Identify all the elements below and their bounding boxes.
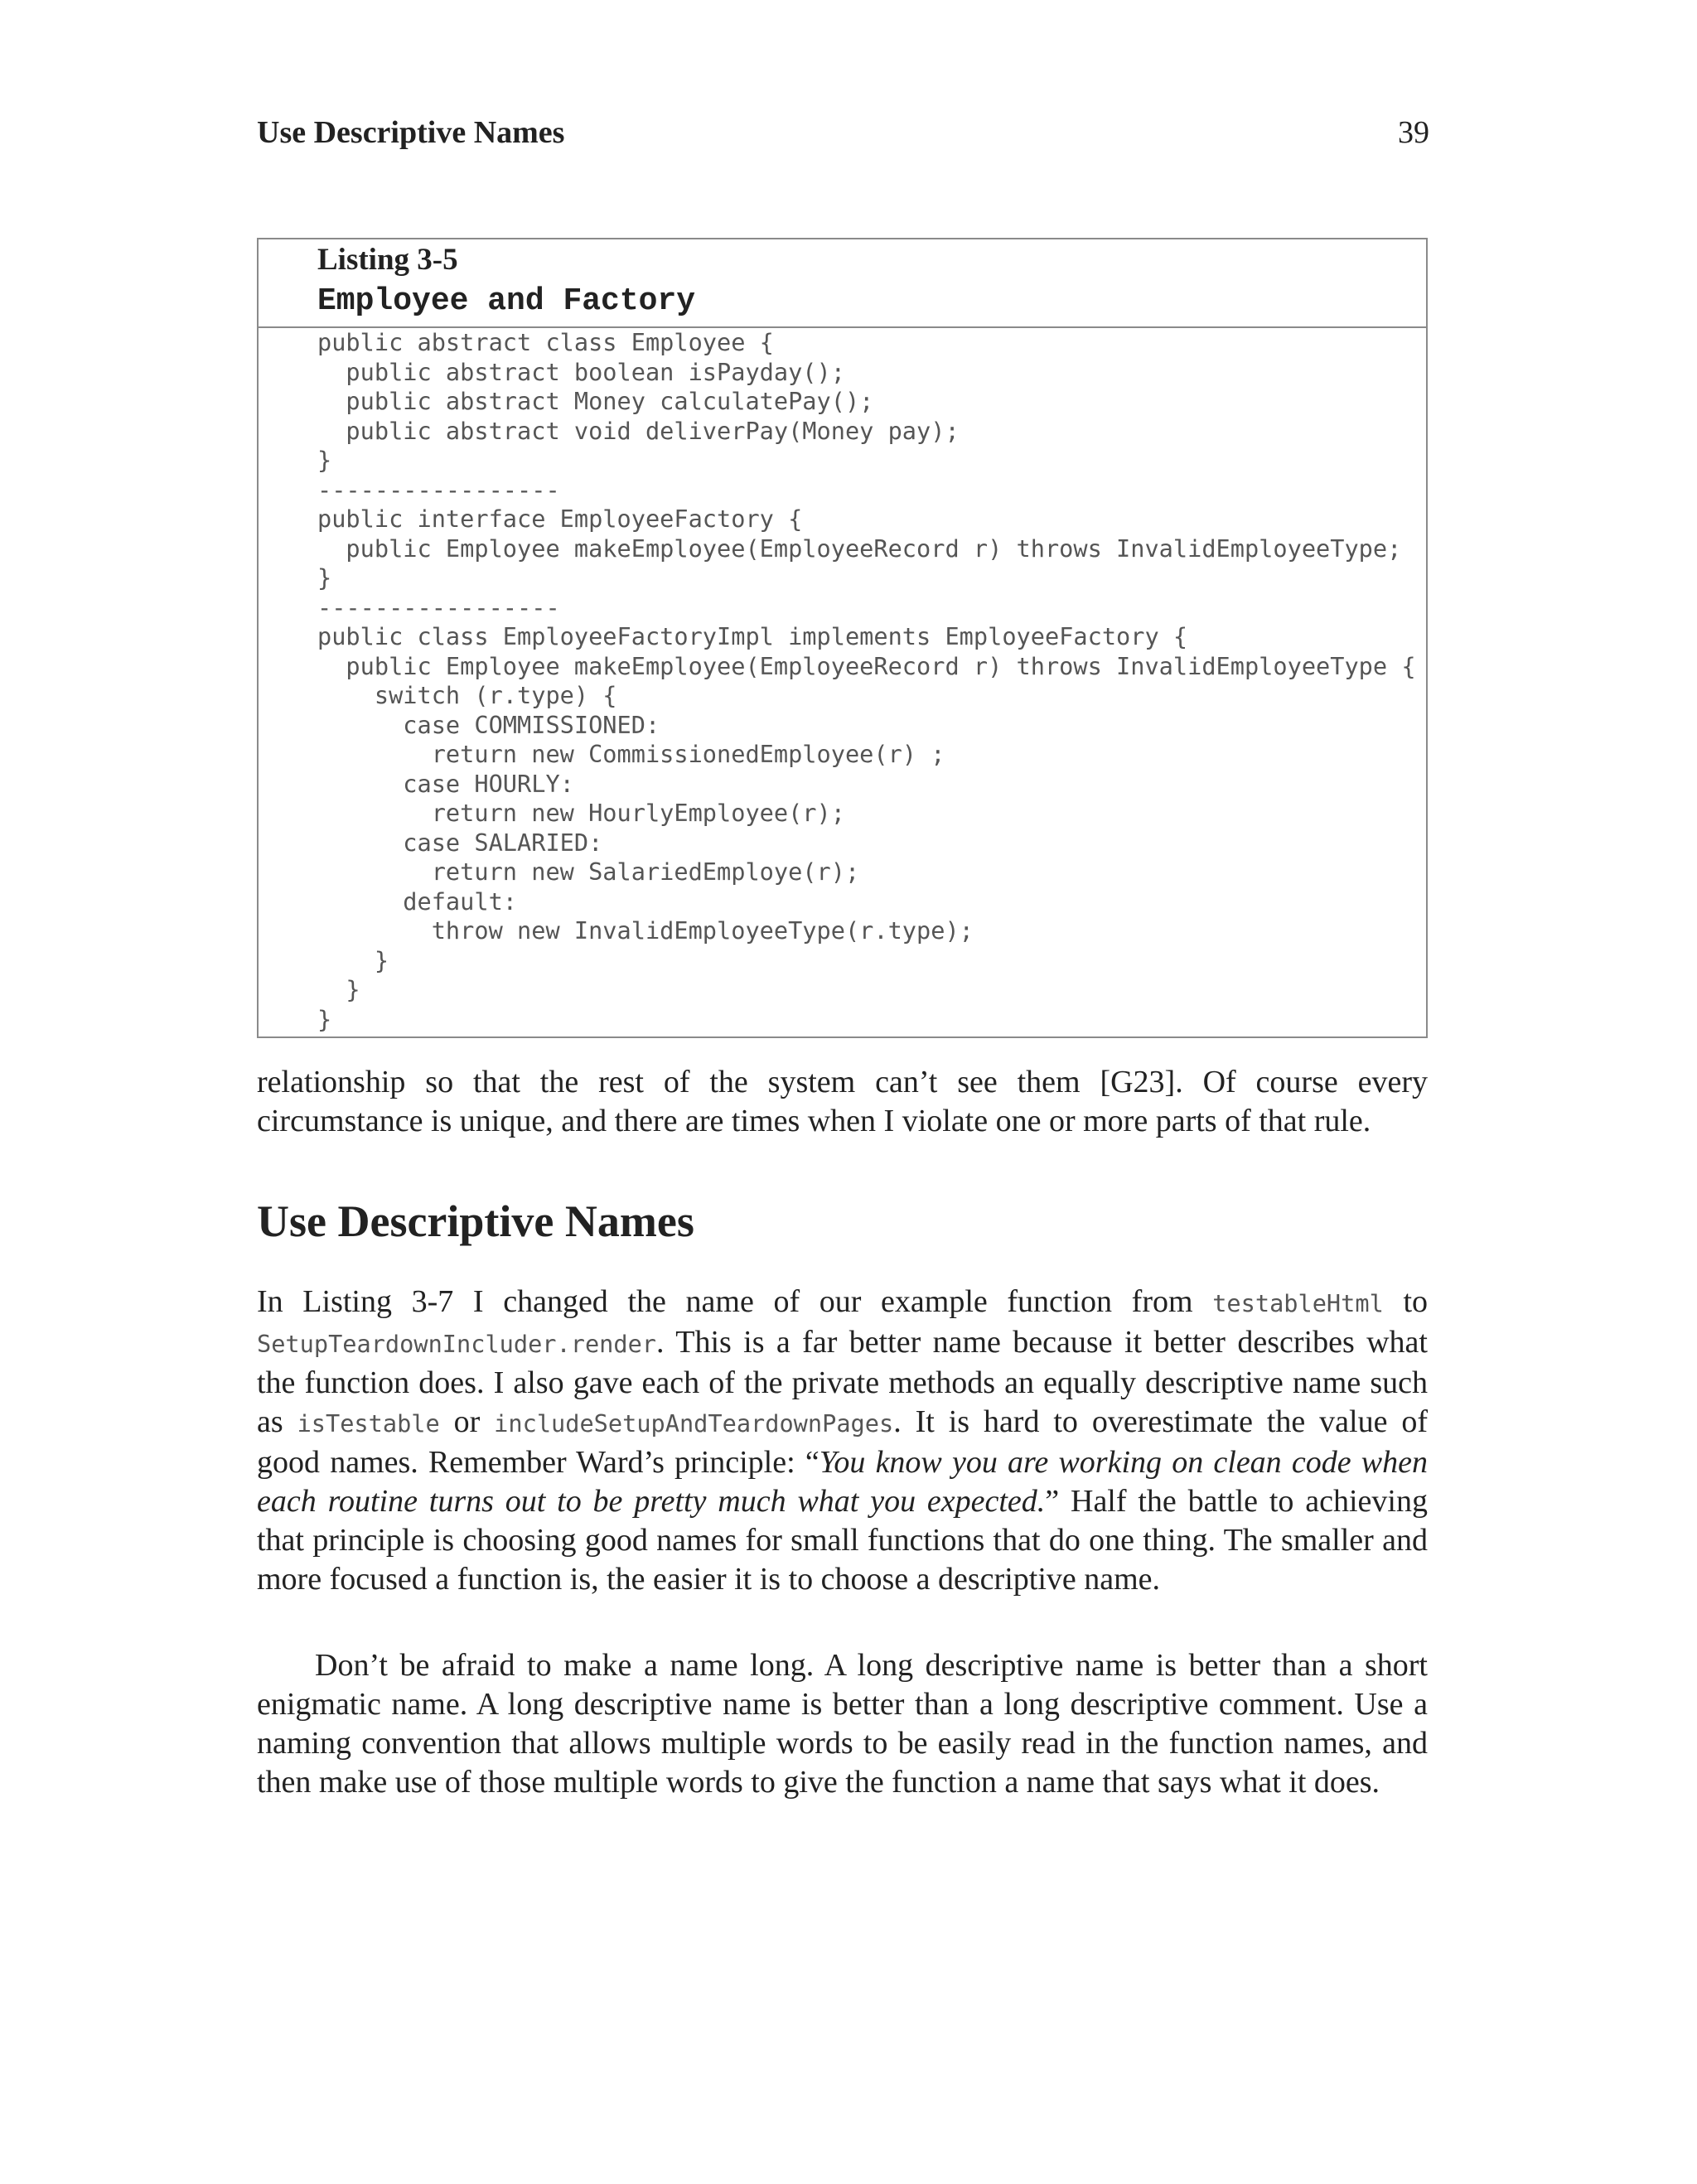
code-line: } [317, 975, 360, 1003]
code-line: return new SalariedEmploye(r); [317, 858, 860, 886]
p1-text-2: to [1383, 1284, 1428, 1319]
code-line: } [317, 563, 332, 592]
p1-text-1: In Listing 3-7 I changed the name of our example function from [257, 1284, 1213, 1319]
code-line: throw new InvalidEmployeeType(r.type); [317, 916, 974, 945]
code-line: public abstract class Employee { [317, 328, 774, 356]
code-line: switch (r.type) { [317, 681, 617, 709]
paragraph-2-text: Don’t be afraid to make a name long. A long descriptive name is better than a short enigmatic name. A long descriptive name is better than a long descriptive comment. Use a naming convention that allows multiple words to be easily read in the function names, and then make use of those multiple words to give the function a name that says what it does. [257, 1648, 1428, 1800]
inline-code-render: SetupTeardownIncluder.render [257, 1330, 657, 1358]
code-listing [257, 238, 1428, 1038]
code-line: public Employee makeEmployee(EmployeeRecord r) throws InvalidEmployeeType { [317, 651, 1416, 680]
inline-code-includesetup: includeSetupAndTeardownPages [494, 1409, 894, 1437]
code-line: public Employee makeEmployee(EmployeeRecord r) throws InvalidEmployeeType; [317, 534, 1402, 563]
code-line: case COMMISSIONED: [317, 710, 660, 739]
listing-label: Listing 3-5 [317, 243, 458, 277]
code-line: ----------------- [317, 592, 560, 621]
inline-code-testablehtml: testableHtml [1212, 1289, 1384, 1317]
running-head-title: Use Descriptive Names [257, 115, 565, 150]
inline-code-istestable: isTestable [297, 1409, 440, 1437]
code-line: public abstract void deliverPay(Money pay); [317, 416, 960, 445]
p1-text-4: or [439, 1404, 495, 1439]
page-number: 39 [1398, 115, 1429, 150]
code-line: ----------------- [317, 475, 560, 504]
listing-title: Employee and Factory [317, 283, 696, 319]
wards-principle-quote: You know you are working on clean code when each routine turns out to be pretty much what you expected. [257, 1445, 1429, 1519]
code-line: } [317, 446, 332, 474]
code-block [259, 328, 1416, 1034]
code-line: case SALARIED: [317, 828, 603, 857]
p1-text-5: . It is hard to overestimate the value of good names. Remember Ward’s principle: “ [257, 1404, 1429, 1480]
section-heading: Use Descriptive Names [257, 1196, 694, 1246]
running-head [257, 114, 1429, 151]
p1-text-6: ” Half the battle to achieving that principle is choosing good names for small functions that do one thing. The smaller and more focused a function is, the easier it is to choose a descriptive name. [257, 1484, 1428, 1597]
paragraph-2 [257, 1646, 1428, 1802]
listing-header [259, 239, 1426, 328]
code-line: default: [317, 887, 518, 916]
paragraph-1 [257, 1283, 1428, 1599]
code-line: return new HourlyEmployee(r); [317, 799, 845, 827]
carryover-paragraph [257, 1063, 1428, 1141]
code-line: return new CommissionedEmployee(r) ; [317, 740, 945, 768]
code-line: public class EmployeeFactoryImpl implements EmployeeFactory { [317, 622, 1188, 650]
paragraph-1-text [257, 1283, 1428, 1599]
code-line: public abstract boolean isPayday(); [317, 357, 845, 386]
code-line: public abstract Money calculatePay(); [317, 387, 874, 415]
code-line: public interface EmployeeFactory { [317, 505, 803, 533]
carryover-text: relationship so that the rest of the system can’t see them [G23]. Of course every circumstance is unique, and there are times when I violate one or more parts of that rule. [257, 1065, 1428, 1138]
code-line: case HOURLY: [317, 769, 574, 798]
code-line: } [317, 1004, 332, 1033]
code-line: } [317, 945, 389, 974]
p1-text-3: . This is a far better name because it better describes what the function does. I also gave each of the private methods an equally descriptive name such as [257, 1325, 1428, 1439]
